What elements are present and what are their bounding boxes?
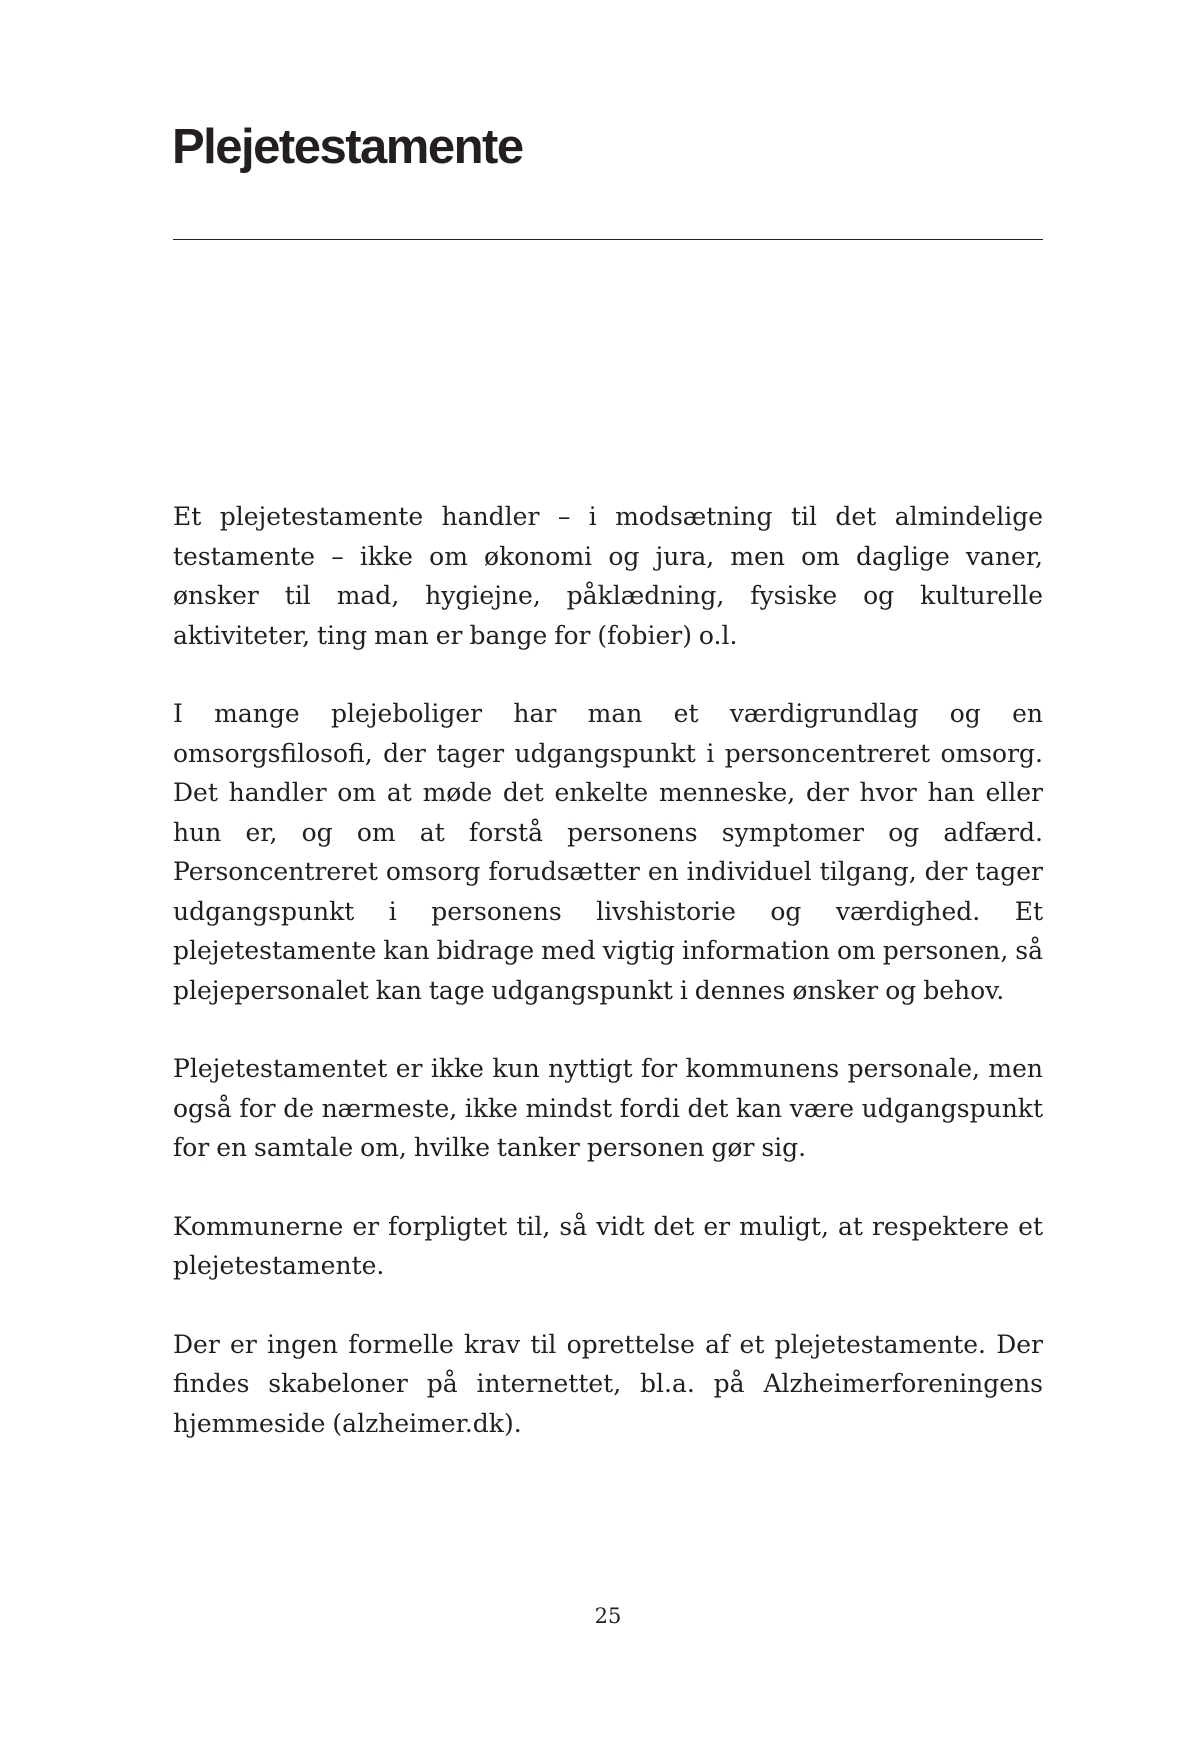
paragraph-intro: Et plejetestamente handler – i modsætning til det almindelige testamente – ikke om økonomi og jura, men om daglige vaner, ønsker til mad, hygiejne, påklædning, fysiske og kulturelle aktiviteter, ting man er bange for (fobier) o.l.	[173, 502, 1043, 650]
paragraph-templates: Der er ingen formelle krav til oprettelse af et plejetestamente. Der findes skabeloner på internettet, bl.a. på Alzheimerforeningens hjemmeside (alzheimer.dk).	[173, 1329, 1043, 1438]
title-divider	[173, 239, 1043, 240]
body-text	[173, 497, 1043, 1482]
paragraph-usefulness: Plejetestamentet er ikke kun nyttigt for kommunens personale, men også for de nærmeste, ikke mindst fordi det kan være udgangspunkt for en samtale om, hvilke tanker personen gør sig.	[173, 1054, 1043, 1162]
paragraph-municipal-obligation: Kommunerne er forpligtet til, så vidt det er muligt, at respektere et plejetestamente.	[173, 1211, 1043, 1280]
page-number: 25	[594, 1604, 622, 1628]
paragraph-person-centered-care: I mange plejeboliger har man et værdigrundlag og en omsorgsfilosofi, der tager udgangspunkt i personcentreret omsorg. Det handler om at møde det enkelte menneske, der hvor han eller hun er, og om at forstå personens symptomer og adfærd. Personcentreret omsorg forudsætter en individuel tilgang, der tager udgangspunkt i personens livshistorie og værdighed. Et plejetestamente kan bidrage med vigtig information om personen, så plejepersonalet kan tage udgangspunkt i dennes ønsker og behov.	[173, 699, 1043, 1005]
page-title: Plejetestamente	[172, 120, 523, 174]
